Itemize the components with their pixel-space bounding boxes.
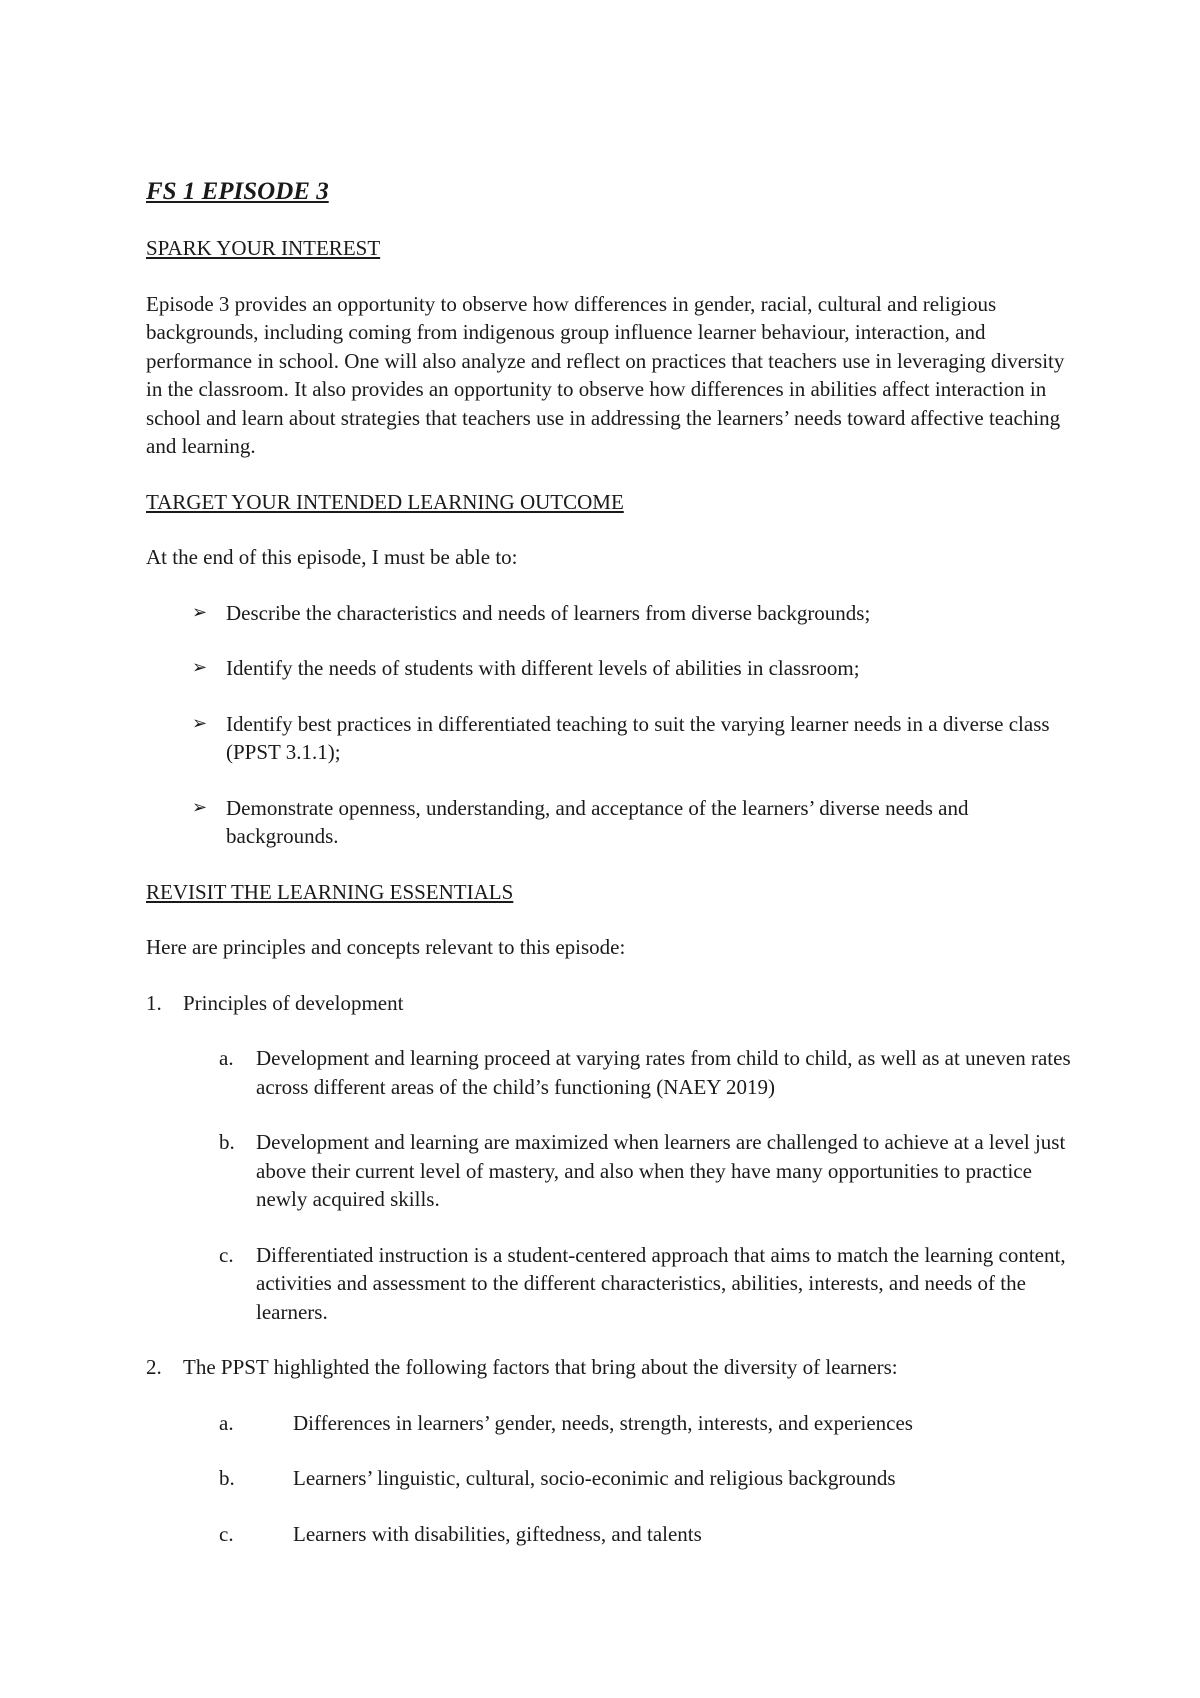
list-item <box>146 654 1076 683</box>
sub-item-letter: c. <box>219 1521 234 1546</box>
revisit-intro: Here are principles and concepts relevant to this episode: <box>146 935 626 959</box>
principle-item <box>146 989 1076 1018</box>
list-item <box>146 794 1076 851</box>
arrow-bullet-icon: ➢ <box>192 712 208 734</box>
sub-item <box>146 1044 1076 1101</box>
sub-item-letter: c. <box>219 1242 234 1267</box>
outcome-text: Identify the needs of students with different levels of abilities in classroom; <box>226 656 860 680</box>
revisit-heading: REVISIT THE LEARNING ESSENTIALS <box>146 879 514 904</box>
page-content <box>146 176 1076 1575</box>
arrow-bullet-icon: ➢ <box>192 657 208 678</box>
sub-item-letter: b. <box>219 1466 235 1490</box>
sub-item-letter: a. <box>219 1046 234 1070</box>
list-item <box>146 599 1076 628</box>
sub-item <box>146 1241 1076 1327</box>
item-number: 2. <box>146 1355 162 1379</box>
sub-item-text: Learners with disabilities, giftedness, and talents <box>293 1521 702 1546</box>
sub-item-letter: b. <box>219 1130 235 1154</box>
target-intro: At the end of this episode, I must be able to: <box>146 545 518 569</box>
spark-heading: SPARK YOUR INTEREST <box>146 236 381 260</box>
outcome-text: Identify best practices in differentiated teaching to suit the varying learner needs in a diverse class (PPST 3.1.1); <box>226 711 1050 764</box>
item-text: The PPST highlighted the following factors that bring about the diversity of learners: <box>183 1355 898 1379</box>
arrow-bullet-icon: ➢ <box>192 601 208 623</box>
sub-item <box>146 1464 1076 1493</box>
arrow-bullet-icon: ➢ <box>192 796 208 818</box>
sub-item <box>146 1128 1076 1214</box>
sub-item-text: Development and learning are maximized when learners are challenged to achieve at a level just above their current level of mastery, and also when they have many opportunities to practice newly acquired skills. <box>256 1130 1066 1211</box>
list-item <box>146 710 1076 767</box>
sub-item-text: Learners’ linguistic, cultural, socio-econimic and religious backgrounds <box>293 1466 896 1490</box>
sub-item <box>146 1520 1076 1549</box>
outcome-text: Demonstrate openness, understanding, and acceptance of the learners’ diverse needs and backgrounds. <box>226 795 969 848</box>
sub-item-text: Development and learning proceed at varying rates from child to child, as well as at uneven rates across different areas of the child’s functioning (NAEY 2019) <box>256 1046 1071 1099</box>
outcome-text: Describe the characteristics and needs of learners from diverse backgrounds; <box>226 600 871 625</box>
principle-item <box>146 1353 1076 1382</box>
item-text: Principles of development <box>183 990 404 1015</box>
sub-item-letter: a. <box>219 1410 234 1435</box>
sub-item-text: Differences in learners’ gender, needs, strength, interests, and experiences <box>293 1410 913 1435</box>
sub-item-text: Differentiated instruction is a student-centered approach that aims to match the learning content, activities and assessment to the different characteristics, abilities, interests, and needs of the learners. <box>256 1242 1066 1324</box>
document-title: FS 1 EPISODE 3 <box>146 178 329 205</box>
outcomes-list <box>146 599 1076 851</box>
item-number: 1. <box>146 990 162 1015</box>
target-heading: TARGET YOUR INTENDED LEARNING OUTCOME <box>146 489 624 514</box>
spark-body: Episode 3 provides an opportunity to observe how differences in gender, racial, cultural and religious backgrounds, including coming from indigenous group influence learner behaviour, interaction, and performance in school. One will also analyze and reflect on practices that teachers use in leveraging diversity in the classroom. It also provides an opportunity to observe how differences in abilities affect interaction in school and learn about strategies that teachers use in addressing the learners’ needs toward affective teaching and learning. <box>146 291 1065 458</box>
sub-item <box>146 1409 1076 1438</box>
